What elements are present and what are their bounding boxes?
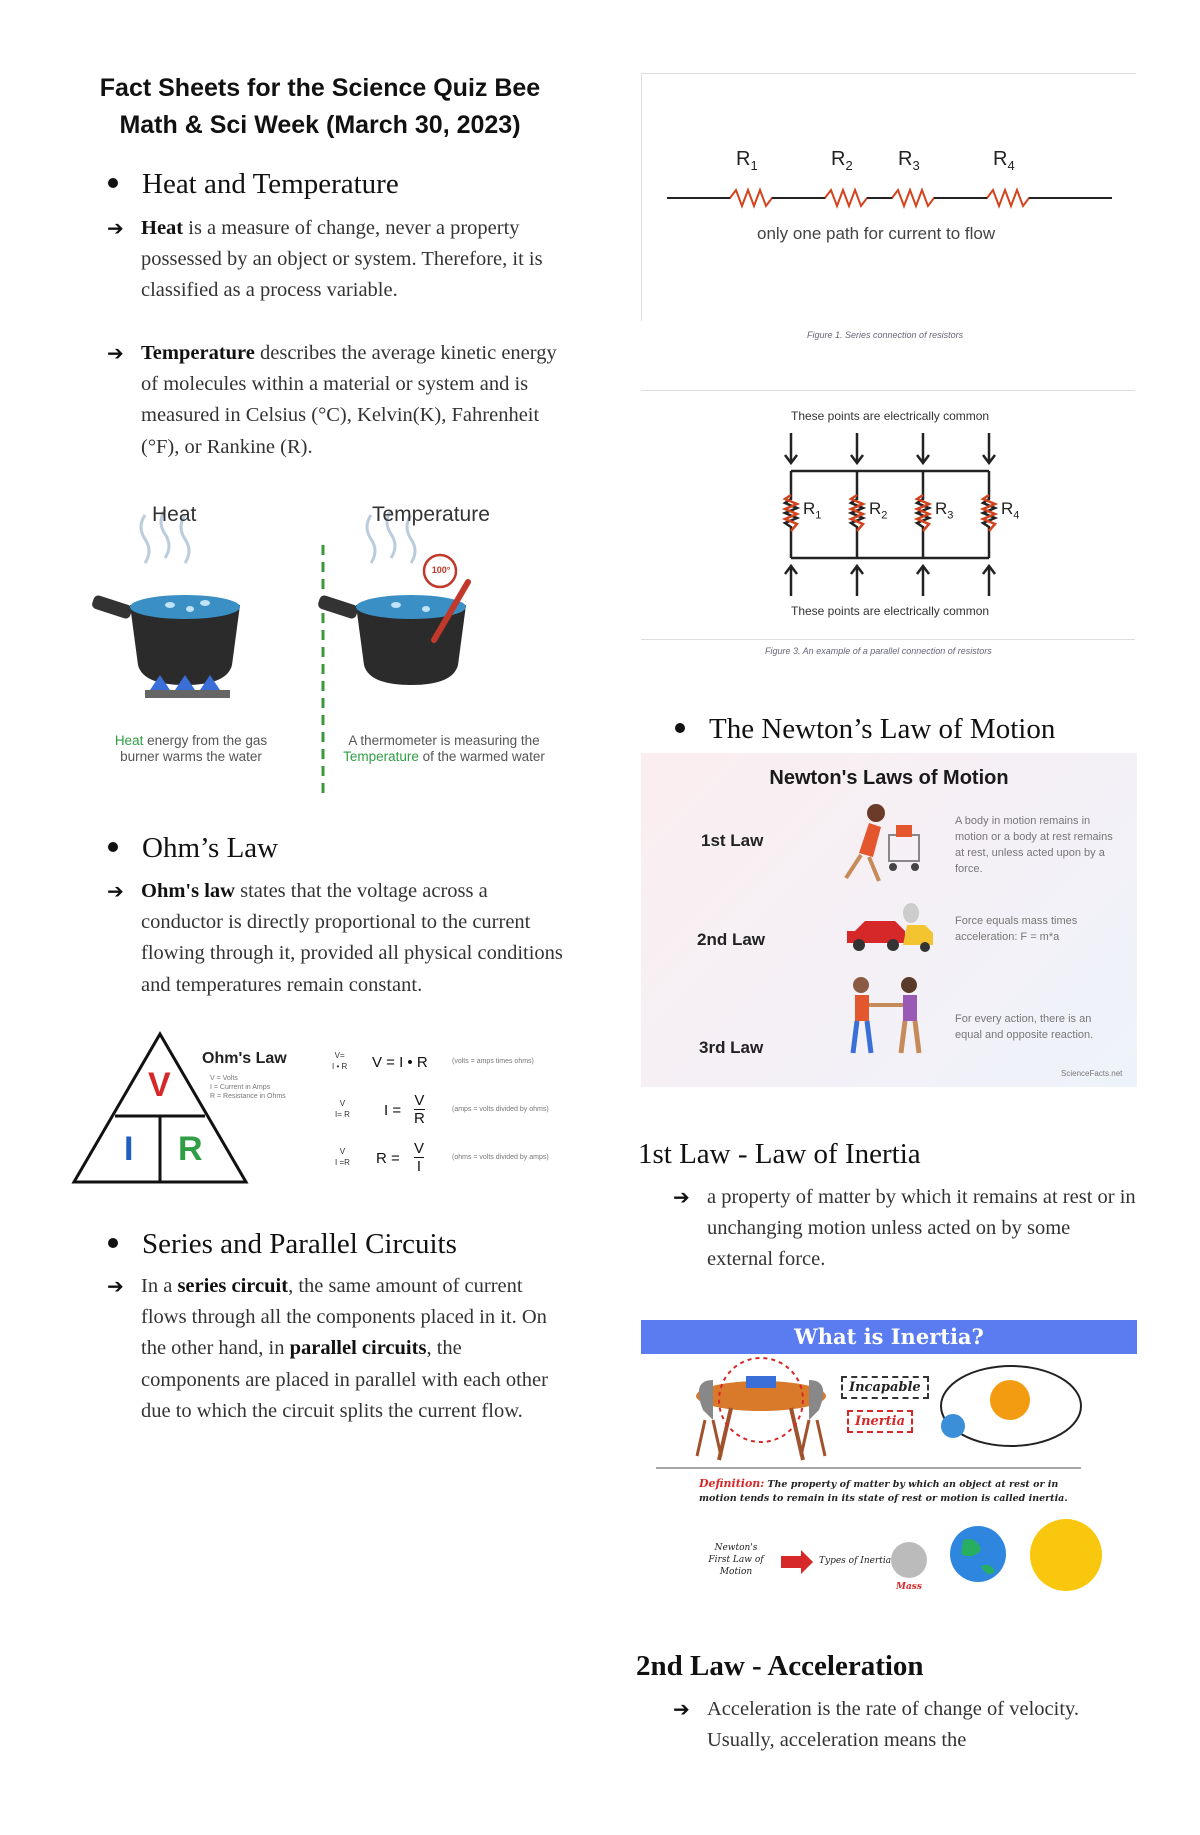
formula-i-fraction: V R xyxy=(414,1092,425,1127)
inertia-word-incapable: Incapable xyxy=(841,1376,929,1399)
inertia-types-label: Types of Inertia xyxy=(819,1556,892,1566)
arrow-icon: ➔ xyxy=(107,879,124,903)
newton-law1-label: 1st Law xyxy=(701,831,764,850)
inertia-word-inertia: Inertia xyxy=(847,1410,913,1433)
figure-series-circuit xyxy=(641,73,1136,340)
heat-temperature-illustration xyxy=(90,495,570,795)
fig1-caption: Figure 1. Series connection of resistors xyxy=(807,330,964,340)
f1-small: V= I • R xyxy=(332,1051,348,1071)
inertia-banner: What is Inertia? xyxy=(641,1320,1137,1354)
heading-ohms-law: Ohm’s Law xyxy=(108,832,278,865)
bullet-icon xyxy=(108,1238,118,1248)
fig3-top-label: These points are electrically common xyxy=(791,409,990,423)
series-circuit-svg xyxy=(642,74,1136,321)
inertia-definition: Definition: The property of matter by which an object at rest or in motion tends to remain in its state of rest or motion is called inertia. xyxy=(699,1477,1068,1504)
formula-r-lhs: R = xyxy=(376,1150,400,1167)
heading-law2: 2nd Law - Acceleration xyxy=(636,1650,924,1682)
newton-law3-desc: For every action, there is an equal and opposite reaction. xyxy=(955,1013,1094,1041)
illustration-label-temperature: Temperature xyxy=(372,503,490,526)
bullet-icon xyxy=(108,178,118,188)
fig1-label-r4: $R_4$ xyxy=(993,148,1015,173)
triangle-v: V xyxy=(148,1066,171,1104)
inertia-newton-label: Newton's First Law of Motion xyxy=(708,1543,764,1577)
caption-heat: Heat energy from the gas burner warms the water xyxy=(114,733,268,764)
fig3-caption: Figure 3. An example of a parallel connection of resistors xyxy=(765,646,992,656)
newton-law2-desc: Force equals mass times acceleration: F = m*a xyxy=(955,915,1078,943)
title-line-2: Math & Sci Week (March 30, 2023) xyxy=(119,111,521,139)
heading-series-parallel: Series and Parallel Circuits xyxy=(108,1228,457,1261)
arrow-icon: ➔ xyxy=(673,1697,690,1721)
title-line-1: Fact Sheets for the Science Quiz Bee xyxy=(99,74,541,102)
bullet-icon xyxy=(675,723,685,733)
triangle-i: I xyxy=(124,1130,134,1168)
arrow-icon: ➔ xyxy=(673,1185,690,1209)
inertia-mass-label: Mass xyxy=(896,1582,922,1592)
fig1-text: only one path for current to flow xyxy=(757,224,996,243)
formula-r-fraction: V I xyxy=(414,1140,425,1175)
f3-small: V I =R xyxy=(335,1147,350,1167)
law2-paragraph: ➔ Acceleration is the rate of change of velocity. Usually, acceleration means the xyxy=(707,1694,1137,1756)
illustration-label-heat: Heat xyxy=(152,503,197,526)
fig3-label-r1: $R_1$ xyxy=(803,499,822,522)
newton-image-title: Newton's Laws of Motion xyxy=(769,767,1009,789)
bullet-icon xyxy=(108,842,118,852)
fig3-label-r3: $R_3$ xyxy=(935,499,954,522)
formula-i-lhs: I = xyxy=(384,1102,402,1119)
formula-r-note: (ohms = volts divided by amps) xyxy=(452,1154,549,1161)
caption-temperature: A thermometer is measuring the Temperature of the warmed water xyxy=(343,733,545,764)
heading-heat: Heat and Temperature xyxy=(108,168,399,201)
newtons-laws-image xyxy=(641,753,1137,1087)
law1-paragraph: ➔ a property of matter by which it remains at rest or in unchanging motion unless acted on by some external force. xyxy=(707,1182,1137,1276)
fig1-label-r3: $R_3$ xyxy=(898,148,920,173)
formula-v-note: (volts = amps times ohms) xyxy=(452,1058,534,1065)
fig3-label-r4: $R_4$ xyxy=(1001,499,1020,522)
f2-small: V I= R xyxy=(335,1099,350,1119)
fig3-bottom-label: These points are electrically common xyxy=(791,604,990,618)
triangle-r: R xyxy=(178,1130,203,1168)
thermometer-reading: 100° xyxy=(431,565,451,575)
temperature-paragraph: ➔ Temperature describes the average kinetic energy of molecules within a material or system and is measured in Celsius (°C), Kelvin(K), Fahrenheit (°F), or Rankine (R). xyxy=(141,338,561,463)
parallel-circuit-svg xyxy=(641,391,1135,639)
formula-v: V = I • R xyxy=(372,1054,428,1071)
formula-i-note: (amps = volts divided by ohms) xyxy=(452,1106,549,1113)
newton-law2-label: 2nd Law xyxy=(697,930,766,949)
newton-law3-label: 3rd Law xyxy=(699,1038,764,1057)
inertia-image xyxy=(641,1320,1137,1600)
fig1-label-r2: $R_2$ xyxy=(831,148,853,173)
heading-law1: 1st Law - Law of Inertia xyxy=(638,1138,921,1170)
arrow-icon: ➔ xyxy=(107,1274,124,1298)
arrow-icon: ➔ xyxy=(107,341,124,365)
heading-newton: The Newton’s Law of Motion xyxy=(675,713,1055,746)
ohm-paragraph: ➔ Ohm's law states that the voltage across a conductor is directly proportional to the current flowing through it, provided all physical conditions and temperatures remain constant. xyxy=(141,876,571,1001)
ohms-legend: V = Volts I = Current in Amps R = Resistance in Ohms xyxy=(210,1075,286,1100)
newton-credit: ScienceFacts.net xyxy=(1061,1069,1123,1078)
fig1-label-r1: $R_1$ xyxy=(736,148,758,173)
page-title xyxy=(40,70,600,144)
ohms-law-illustration xyxy=(70,1030,580,1190)
series-paragraph: ➔ In a series circuit, the same amount of current flows through all the components placed in it. On the other hand, in parallel circuits, the components are placed in parallel with each other due to which the circuit splits the current flow. xyxy=(141,1271,561,1427)
figure-parallel-circuit xyxy=(641,390,1135,640)
ohms-law-title: Ohm's Law xyxy=(202,1050,287,1067)
fig3-label-r2: $R_2$ xyxy=(869,499,888,522)
heat-paragraph: ➔ Heat is a measure of change, never a property possessed by an object or system. Therefore, it is classified as a process variable. xyxy=(141,213,561,307)
arrow-icon: ➔ xyxy=(107,216,124,240)
newton-law1-desc: A body in motion remains in motion or a body at rest remains at rest, unless acted upon by a force. xyxy=(955,815,1113,875)
